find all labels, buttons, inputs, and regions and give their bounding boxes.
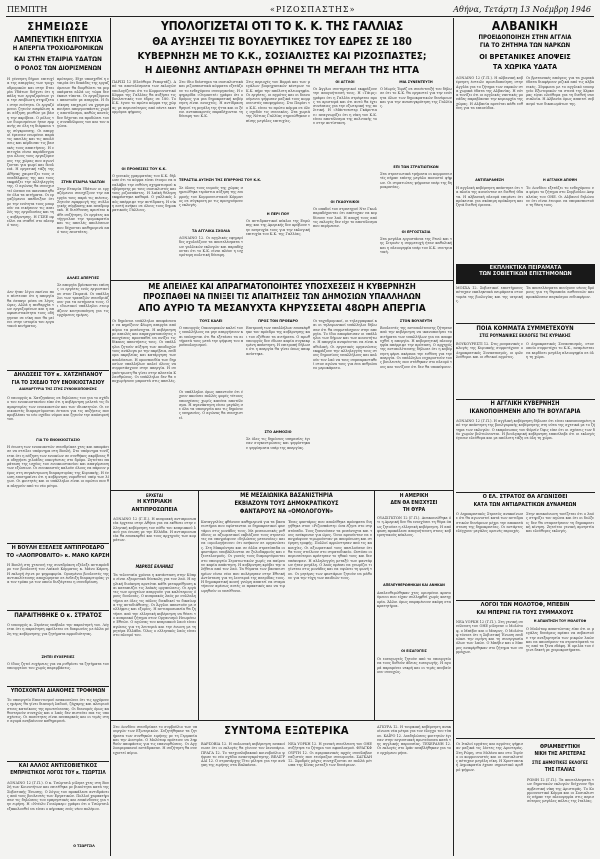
article-headline: ΕΚΒΙΑΖΟΥΝ ΤΟΥΣ ΔΗΜΟΚΡΑΤΙΚΟΥΣ (234, 501, 339, 507)
article-headline: ΑΝΤΙΠΡΟΣΩΠΕΙΑ (131, 507, 178, 513)
article-headline: ΣΤΙΣ ΔΗΜΟΤΙΚΕΣ ΕΚΛΟΓΕΣ (532, 760, 588, 765)
article-body: Οι βρετανικές απόψεις για τα χωρικά ύδατα διαφέρουν ριζικά από τις αλβανικές. Σύμφωνα με το αγγλικό υπουργείο Εξωτερικών τα στενά της Κέρκυρας είναι ελεύθερα για τη διεθνή ναυσιπλοΐα. Η Αλβανία όμως απαιτεί σεβασμό των δικαιωμάτων της. (526, 76, 594, 106)
subheading: ΟΙ ΠΡΟΘΕΣΕΙΣ ΤΟΥ Κ.Κ. (121, 166, 167, 171)
article-headline: ΤΟ «ΛΑΟΠΡΟΒΛΙΤΟ» κ. ΜΑΝΟ ΚΑΡΣΗ (6, 553, 110, 559)
subheading: ΟΙ ΓΚΑΟΥΛΙΚΟΙ (330, 199, 360, 204)
article-headline: ΠΟΙΑ ΚΟΜΜΑΤΑ ΣΥΜΜΕΤΕΧΟΥΝ (476, 325, 574, 332)
subheading: ΖΗΤΕΙ ΕΥΧΕΡΕΙΕΣ (41, 654, 75, 659)
article-headline: ΚΑΙ ΜΠΕΡΝΣ ΓΙΑ ΤΟΥΣ ΣΥΜΜΑΧΟΥΣ (476, 610, 574, 616)
banner-line: ΕΚΠΛΗΚΤΙΚΑ ΠΕΙΡΑΜΑΤΑ (489, 265, 562, 271)
article-body: Δεν ήταν λίγοι εκείνοι που πίστευαν ότι η απεργία θα έσπαγε μέσα σε λίγες ώρες. Αλλά η πειθαρχία των εργαζομένων και η αποφασιστικότητα τους οδήγησαν σε νίκη που θα μείνει στην ιστορία του εργατικού κινήματος. (7, 290, 54, 329)
subheading: ΣΤΗΝ ΕΤΑΙΡΙΑ ΥΔΑΤΩΝ (61, 179, 105, 184)
article-headline: ΦΑΝΤΑΡΟΥΣ ΝΑ «ΟΜΟΛΟΓΟΥΝ» (239, 509, 334, 515)
section-rule (111, 720, 453, 721)
article-body: Ο Μωρίς Τορέζ σε συνέντευξή του δήλωσε ότι το Κ.Κ. θα εργαστεί για την ενότητα όλων των δημοκρατικών δυνάμεων και για την ανασυγκρότηση της Γαλλίας. (380, 87, 452, 109)
article-body: Τα τελευταία χρόνια η κατάσταση στην Κύπρο είναι εξαιρετικά δύσκολη για τον λαό. Η αγγλική διοίκηση αρνείται κάθε μεταρρύθμιση και καταπιέζει τις λαϊκές οργανώσεις. Οι εργάτες των ορυχείων απεργούν για καλύτερους όρους δουλειάς. Ο κυπριακός λαός με συλλαλητήρια σε όλες τις πόλεις διεκδικεί το δικαίωμα της αυτοδιάθεσης. Οι Άγγλοι απαντούν με συλλήψεις και εξορίες. Η αντιπροσωπεία θα ζητήσει από την ελληνική κυβέρνηση να θέσει το κυπριακό ζήτημα στον Οργανισμό Ηνωμένων Εθνών. Ο αγώνας του κυπριακού λαού είναι αγώνας για τη λευτεριά και την ένωση με τη μητέρα Ελλάδα. Όλος ο ελληνικός λαός είναι στο πλευρό του. (113, 573, 196, 638)
banner-headline (456, 264, 595, 284)
subheading: ΑΛΛΕΣ ΑΠΕΡΓΙΕΣ (66, 275, 100, 280)
article-body: ΛΟΝΔΙΝΟ 12 (Γ.Π.). Η αλβανική κυβέρνηση έστειλε προειδοποίηση στην Αγγλία για το ζήτημα των ναρκών στα χωρικά ύδατα της Αλβανίας. Η νότα τονίζει ότι οι αγγλικές ναυτικές μονάδες παραβίασαν την κυριαρχία της χώρας. Η Αλβανία αρνείται κάθε ευθύνη για τα επεισόδια. (456, 76, 523, 111)
article-body: Ο υπουργός κ. Χατζηπάνος σε δηλώσεις του για το σχέδιο του ενοικιοστασίου είπε ότι η κυβέρνηση μελετά τις διαμαρτυρίες των ενοικιαστών και των ιδιοκτητών. Οι ενοικιαστές διαμαρτύρονται έντονα για τις αυξήσεις που προβλέπει το νέο σχέδιο νόμου και ζητούν την απόσυρσή του. (7, 396, 109, 422)
article-body: Το υπουργείο Επισιτισμού ανακοινώνει ότι τις ερχόμενες ημέρες θα γίνει διανομή λαδιού, ζάχαρης και αλευριού στους κατοίκους της πρωτεύουσας. Οι διανομές όμως καθυστερούν συνεχώς και ο λαός δεν πιστεύει πια τις υποσχέσεις. Οι ποσότητες είναι ανεπαρκείς και οι τιμές στην αγορά ανεβαίνουν καθημερινά. (7, 698, 109, 724)
article-headline: ΓΙΑ ΤΟ ΖΗΤΗΜΑ ΤΩΝ ΝΑΡΚΩΝ (479, 42, 571, 49)
article-headline: ΕΜΠΡΗΣΤΙΚΟΣ ΛΟΓΟΣ ΤΟΥ κ. ΤΣΩΡΤΣΙΛ (10, 771, 106, 776)
article-body: Στα μεγάλα εργοστάσια της Ρενώ και της Σιτροέν η συμμετοχή ήταν καθολική και η πλειοψηφία υπέρ του Κ.Κ. συντριπτική. (380, 237, 452, 254)
article-headline: ΔΗΛΩΣΕΙΣ ΤΟΥ κ. ΧΑΤΖΗΠΑΝΟΥ (13, 372, 103, 378)
article-headline: ΚΑΤΑ ΤΩΝ ΑΝΤΙΔΡΑΣΤΙΚΩΝ ΔΥΝΑΜΕΩΝ (473, 502, 577, 508)
subheading: ΓΙΑ ΤΟ ΕΝΟΙΚΙΟΣΤΑΣΙΟ (36, 437, 80, 442)
article-body: Στην Εταιρία Υδάτων οι εργαζόμενοι συνεχίζουν την απεργία τους παρά τις πιέσεις. Ζητούν εφαρμογή της συλλογικής σύμβασης και αναδρομικά. Η διεύθυνση αρνείται κάθε συζήτηση. Οι εργάτες κατήγγειλαν την τρομοκρατία και τις απειλές απολύσεων που δέχονται καθημερινά από τους επιστάτες. (57, 187, 109, 234)
note-heading: ΣΗΜΕΙΩΣΕ (27, 20, 89, 33)
section-rule (7, 610, 109, 611)
article-body: Βουλευτές της αντιπολίτευσης ζήτησαν από την κυβέρνηση να ικανοποιήσει τα αιτήματα των υπαλλήλων για να αποφευχθεί η απεργία. Η κυβερνητική πλειοψηφία απέρριψε την πρόταση. Ο αρχηγός της αντιπολίτευσης δήλωσε ότι η κυβέρνηση φέρει ακέραια την ευθύνη για την απεργία. Οι υπάλληλοι ευχαριστούν τους βουλευτές που στάθηκαν στο πλευρό τους και τονίζουν ότι δεν θα υποκύψουν. (380, 326, 452, 369)
section-headline: ΜΕ ΑΠΕΙΛΕΣ ΚΑΙ ΑΠΡΑΓΜΑΤΟΠΟΙΗΤΕΣ ΥΠΟΣΧΕΣΕΙΣ Η ΚΥΒΕΡΝΗΣΗ (148, 282, 416, 291)
section-rule (456, 323, 595, 324)
article-headline: Η ΑΜΕΡΙΚΗ (399, 493, 429, 499)
signature: Ο ΤΣΩΡΤΣΙΛ (73, 844, 95, 848)
article-headline: ΝΙΚΗ ΤΗΣ ΑΡΙΣΤΕΡΑΣ (534, 752, 586, 757)
section-rule (456, 399, 595, 400)
section-rule (456, 738, 595, 739)
article-body: ΛΟΝΔΙΝΟ 12 (Γ.Π.). Η κυπριακή αντιπροσωπεία έρχεται στην Αθήνα για να εκθέσει στην ελληνική κυβέρνηση τον πόθο του κυπριακού λαού για ένωση με την Ελλάδα. Η αντιπροσωπεία θα επισκεφθεί και τους αρχηγούς των κομμάτων. (113, 517, 196, 543)
article-headline: ΙΚΑΝΟΠΟΙΗΜΕΝΗ ΑΠΟ ΤΗ ΒΟΥΛΓΑΡΙΑ (469, 409, 581, 415)
article-headline: ΘΡΙΑΜΒΕΥΤΙΚΗ (540, 744, 580, 750)
article-headline: Η ΑΓΓΛΙΚΗ ΚΥΒΕΡΝΗΣΗ (490, 401, 560, 407)
article-body: Ο Δημοκρατικός Συνασπισμός, στον οποίο συμμετέχει το Κ.Κ., αναμένεται να κερδίσει μεγάλη πλειοψηφία σε όλη τη χώρα. (526, 342, 594, 359)
article-body: Οι Άγγλοι συντηρητικοί εκφράζουν την απογοήτευσή τους. Η «Τάιμς» γράφει ότι η Γαλλία στρέφεται προς τα αριστερά και ότι αυτό θα έχει συνέπειες για την εξωτερική της πολιτική. Η «Μάντσεστερ Γκάρντιαν» αναγνωρίζει ότι η νίκη του Κ.Κ. είναι αποτέλεσμα της πολιτικής του στην αντίσταση. (313, 87, 377, 126)
column-rule (374, 491, 375, 720)
article-body: Στην ανακοίνωση τονίζεται ότι ο λαός στηρίζει τον αγώνα και ότι οι διώξεις δεν θα σταματήσουν τη δημοκρατική κίνηση. Ζητείται γενική αμνηστία και ελεύθερες εκλογές. (526, 512, 594, 534)
subheading: ΟΙ ΑΓΓΛΟΙ (335, 79, 355, 84)
article-body: Οι αντιδραστικοί κύκλοι της Ευρώπης και της Αμερικής δεν κρύβουν την ανησυχία τους για την εκλογική επιτυχία του Κ.Κ. της Γαλλίας. (246, 219, 310, 236)
article-body: Οι Ιταλοί εργάτες και αγρότες ψήφισαν μαζικά τις λίστες της Αριστεράς. Στη Ρώμη, στο Μιλάνο και στο Τορίνο οι κομμουνιστές και οι σοσιαλιστές πέτυχαν μεγάλη νίκη. Η Χριστιανική Δημοκρατία έχασε σημαντικό αριθμό ψήφων. (456, 742, 523, 772)
article-body: Ο υπουργός κ. Στράτος υπέβαλε την παραίτησή του. Λέγεται ότι η παραίτηση οφείλεται σε διαφωνίες με άλλα μέλη της κυβέρνησης για ζητήματα αρμοδιότητας. (7, 623, 109, 636)
article-body: Σε απεργία βρίσκονται επίσης οι εργάτες ενός εργοστασίου στον Πειραιά. Οι υπάλληλοι των τραπεζών συνεδριάζουν για τα αιτήματα τους. Οι ιδιωτικοί υπάλληλοι ετοιμάζουν κινητοποίηση για τις ερχόμενες ημέρες. (57, 283, 109, 318)
article-headline: ΤΗ ΘΥΡΑ (402, 507, 426, 513)
article-body: πρότερες. Είχε υποσχεθεί η εταιρία ότι δεκάδες της εργαζόμενων θα διορθώσει τα μεροκάματα αλλά ως τώρα δεν έκανε τίποτα. Οι εργαζόμενοι απαντούν με απεργία. Η διοίκηση επιχειρεί να χρησιμοποιήσει απεργοσπάστες χωρίς αποτέλεσμα, καθώς κανείς δεν δέχεται να προδώσει τους συναδέλφους του και τον αγώνα. (57, 77, 109, 129)
column-rule (110, 18, 111, 856)
subheading: ΕΠΙ ΤΩΝ ΣΤΡΑΤΙΩΤΙΚΩΝ (393, 164, 439, 169)
article-body: Ο Δημοκρατικός Στρατός ανακοίνωσε ότι θα αγωνιστεί κατά των αντιδραστικών δυνάμεων μέχρι την αποκατάσταση της δημοκρατίας. Οι αντάρτες ελέγχουν μεγάλες ορεινές περιοχές. (456, 512, 523, 534)
section-rule (111, 490, 453, 491)
section-rule (456, 492, 595, 493)
section-rule (7, 761, 109, 762)
article-body: Απελευθερώθηκαν χτες ορισμένοι κρατούμενοι που είχαν συλληφθεί χωρίς κατηγορία. Άλλοι όμως παραμένουν ακόμη στα κρατητήρια. (377, 591, 451, 608)
subheading: ΠΡΟΣ ΤΟΝ ΠΡΟΕΔΡΟ (258, 318, 298, 323)
article-body: ΛΟΝΔΙΝΟ 12. Οι αγγλικές εφημερίδες σχολιάζουν τα αποτελέσματα των γαλλικών εκλογών και παραδέχονται ότι το Κ.Κ. είναι πλέον η ισχυρότερη πολιτική δύναμη. (179, 236, 243, 258)
article-body: ΡΩΜΗ 12 (Γ.Π.). Τα αποτελέσματα των δημοτικών εκλογών δείχνουν θριαμβευτική νίκη της Αριστεράς. Το Κομμουνιστικό Κόμμα και οι Σοσιαλιστές πήραν την πλειοψηφία στις περισσότερες μεγάλες πόλεις της Ιταλίας. (527, 778, 594, 804)
article-body: ΜΟΣΧΑ 12. Σοβιετικοί επιστήμονες πέτυχαν εκπληκτικά πειράματα στον τομέα της βιολογίας και της ιατρικής. (456, 286, 523, 303)
masthead-rule (6, 16, 594, 17)
article-headline: ΕΡΧΕΤΑΙ (146, 493, 163, 498)
article-headline: ΛΑΜΠΕΥΤΙΚΗ ΕΠΙΤΥΧΙΑ (14, 35, 102, 44)
section-rule (7, 370, 109, 371)
article-headline: Η ΒΟΥΛΗ ΕΞΕΛΕΞΕ ΑΝΤΙΠΡΟΕΔΡΟ (11, 545, 105, 551)
article-body: Στα στρατιωτικά τμήματα οι κομμουνιστές πήραν επίσης μεγάλο ποσοστό ψήφων. Οι στρατιώτες ψήφισαν υπέρ της δημοκρατίας. (380, 172, 452, 189)
subheading: ΟΙ ΕΡΓΟΣΤΑΣΙΑ (401, 229, 431, 234)
article-headline: Ο ΡΟΛΟΣ ΤΩΝ ΔΙΟΡΙΣΜΕΝΩΝ (14, 65, 102, 72)
article-headline: ΚΑΙ ΑΛΛΟΣ ΑΝΤΙΣΟΒΙΕΤΙΚΟΣ (18, 763, 98, 769)
banner-line: ΤΩΝ ΣΟΒΙΕΤΙΚΩΝ ΕΠΙΣΤΗΜΟΝΩΝ (479, 270, 572, 277)
article-body: ΛΟΝΔΙΝΟ 12 (Γ.Π.). Η αγγλική κυβέρνηση δήλωσε ότι είναι ικανοποιημένη από την απάντηση της βουλγαρικής κυβέρνησης στη νότα της σχετικά με το ζήτημα των εκλογών. Ο εκπρόσωπος του Φόρεϊν Όφις είπε ότι οι σχέσεις των δύο χωρών βελτιώνονται. Η βουλγαρική κυβέρνηση επανέλαβε ότι οι εκλογές έγιναν ελεύθερα και με απόλυτη τάξη σε όλη τη χώρα. (456, 419, 595, 441)
article-body: Ο Μολότοφ απαντώντας είπε ότι οι μεγάλες δυνάμεις πρέπει να σεβαστούν την ανεξαρτησία των μικρών λαών και να αποσύρουν τα στρατεύματά τους από τα ξένα εδάφη. Η ομιλία του έγινε δεκτή με χειροκροτήματα. (526, 627, 594, 653)
article-headline: ΤΗΣ ΙΤΑΛΙΑΣ (544, 768, 576, 773)
section-title: ΣΥΝΤΟΜΑ ΕΞΩΤΕΡΙΚΑ (224, 724, 349, 737)
main-headline: ΚΥΒΕΡΝΗΣΗ ΜΕ ΤΟ Κ.Κ., ΣΟΣΙΑΛΙΣΤΕΣ ΚΑΙ ΡΙΖΟΣΠΑΣΤΕΣ; (137, 51, 427, 62)
masthead-left: ΠΕΜΠΤΗ (7, 5, 48, 14)
section-rule (7, 543, 109, 544)
article-heading: ΑΛΒΑΝΙΚΗ (491, 19, 559, 33)
article-body: Το Λονδίνο εξετάζει το ενδεχόμενο να φέρει το ζήτημα στο Συμβούλιο Ασφαλείας του ΟΗΕ. Οι Αλβανοί δηλώνουν ότι είναι έτοιμοι να υπερασπιστούν τη θέση τους. (526, 186, 594, 208)
article-body: ΝΕΑ ΥΟΡΚΗ 12 (Γ.Π.). Στη γενική συνέλευση του ΟΗΕ μίλησαν ο Μολότοφ, ο Μπέβιν και ο Μπερνς. Ο Μολότοφ τόνισε ότι η Σοβιετική Ένωση επιδιώκει την ειρήνη και τη συνεργασία όλων των λαών. Ο Μπέβιν και ο Μπερνς αναφέρθηκαν στο ζήτημα των συμμάχων. (456, 620, 523, 655)
article-headline: ΠΑΡΑΙΤΗΘΗΚΕ Ο κ. ΣΤΡΑΤΟΣ (14, 612, 102, 619)
section-headline: ΠΡΟΣΠΑΘΕΙ ΝΑ ΠΝΙΞΕΙ ΤΙΣ ΑΠΑΙΤΗΣΕΙΣ ΤΩΝ ΔΗΜΟΣΙΩΝ ΥΠΑΛΛΗΛΩΝ (143, 292, 421, 301)
main-headline: ΥΠΟΛΟΓΙΖΕΤΑΙ ΟΤΙ ΤΟ Κ. Κ. ΤΗΣ ΓΑΛΛΙΑΣ (160, 19, 404, 33)
article-headline: ΚΑΙ ΣΤΗΝ ΕΤΑΙΡΙΑ ΥΔΑΤΩΝ (14, 55, 102, 63)
masthead-title: «ΡΙΖΟΣΠΑΣΤΗΣ» (270, 5, 356, 14)
subheading: ΜΙΑ ΣΥΝΕΝΤΕΥΞΗ (399, 79, 433, 84)
article-body: Οι εισαγωγείς ζητούν από το υπουργείο να τους δοθούν άδειες εισαγωγής. Η αγορά παραμένει νεκρή και οι τιμές ανεβαίνουν συνεχώς. (377, 657, 451, 674)
article-body: Οι δημόσιοι υπάλληλοι αποφάσισαν να κηρύξουν 48ωρη απεργία από αύριο τα μεσάνυχτα. Η κυβέρνηση με απειλές και απραγματοποίητες υποσχέσεις προσπαθεί να πνίξει τις δίκαιες απαιτήσεις τους. Οι υπάλληλοι ζητούν αύξηση των αποδοχών τους ανάλογα με την ακρίβεια, επίδομα ακριβείας και κατάργηση των απολύσεων. Η ομοσπονδία των δημοσίων υπαλλήλων καλεί όλους να συμμετάσχουν στην απεργία. Η συγκέντρωση θα γίνει στην πλατεία Κλαυθμώνος. Οι υπάλληλοι δεν θα υποχωρήσουν μπροστά στις απειλές. (112, 319, 176, 384)
article-body: ΛΟΝΔΙΝΟ 12 (Γ.Π.). Ο κ. Τσώρτσιλ μίλησε χτες στη Βουλή των Κοινοτήτων και επιτέθηκε με βιαιότητα κατά της Σοβιετικής Ένωσης. Ο λόγος του προκάλεσε αντιδράσεις από τους βουλευτές των Εργατικών. Πολλοί χαρακτήρισαν τις δηλώσεις του εμπρηστικές και επικίνδυνες για την ειρήνη. Η «Ντέιλυ Γουώρκερ» γράφει ότι ο Τσώρτσιλ εξακολουθεί να είναι ο κήρυκας ενός νέου πολέμου. (7, 781, 109, 811)
section-rule (7, 686, 109, 687)
article-body: Στο Λονδίνο συνεδρίασε το συμβούλιο των υπουργών των Εξωτερικών. Συζητήθηκαν τα ζητήματα των συνθηκών ειρήνης με τη Γερμανία και την Αυστρία. Ο Μολότοφ πρότεινε να ληφθούν αποφάσεις για τις επανορθώσεις. Οι Αγγλοαμερικανοί αντέδρασαν. Η συζήτηση θα συνεχιστεί αύριο. (113, 725, 197, 755)
article-body: Η αγγλική κυβέρνηση απάντησε ότι τα πλοία της κινούνταν σε διεθνή ύδατα. Η αλβανική πλευρά επιμένει ότι πρόκειται για σκόπιμη πρόκληση και ζητά διεθνή έρευνα. (456, 186, 523, 208)
subheading: ΤΟΥΣ ΚΑΛΕΙ (199, 318, 223, 323)
article-body: Σε όλες τις δημόσιες υπηρεσίες έγιναν συγκεντρώσεις και ψηφίστηκαν ψηφίσματα υπέρ της απεργίας. (246, 437, 310, 450)
article-headline: ΟΙ ΒΡΕΤΑΝΙΚΕΣ ΑΠΟΨΕΙΣ (479, 52, 571, 61)
section-rule (111, 280, 453, 281)
article-headline: ΠΡΟΕΙΔΟΠΟΙΗΣΗ ΣΤΗΝ ΑΓΓΛΙΑ (478, 34, 572, 41)
subheading: ΣΤΟΝ ΒΟΥΛΕΥΤΗ (399, 318, 433, 323)
article-body: Σε όλους τους νομούς της χώρας σημειώθηκε τεράστια αύξηση της επιρροής του Κομμουνιστικού Κόμματος σε σύγκριση με τις προηγούμενες εκλογές. (179, 186, 243, 208)
article-headline: ΔΕΝ ΘΑ ΕΝΙΣΧΥΣΕΙ (390, 500, 438, 506)
article-body: Στις περιοχές του Βορρά και των μεγάλων βιομηχανικών κέντρων το Κ.Κ. πήρε την απόλυτη πλειοψηφία. Οι εργάτες, οι αγρότες και οι διανοούμενοι ψήφισαν μαζικά τους κομμουνιστές υποψηφίους. Στο Παρίσι το Κ.Κ. είναι το πρώτο κόμμα σε όλες σχεδόν τις συνοικίες. Στα χωριά της Νότιας Γαλλίας σημειώθηκαν επίσης μεγάλες επιτυχίες. (246, 80, 310, 123)
article-headline: Η ΚΥΠΡΙΑΚΗ (137, 499, 172, 505)
article-body: ΒΑΡΣΟΒΙΑ 12. Η πολωνική κυβέρνηση ανακοίνωσε ότι οι εκλογές θα γίνουν τον Ιανουάριο. ΠΡΑΓΑ 12. Το τσεχοσλοβακικό κοινοβούλιο ψήφισε το νέο σχέδιο ανασυγκρότησης. ΒΕΛΙΓΡΑΔΙ 12. Ο στρατάρχης Τίτο μίλησε για την ανάγκη της ειρήνης στα Βαλκάνια. (201, 742, 285, 768)
article-body: Οι οπαδοί του στρατηγού Ντε Γκωλ παραδέχονται ότι απέτυχαν να κερδίσουν τον λαό. Η αποχή τους από τις εκλογές δεν είχε το αποτέλεσμα που περίμεναν. (313, 207, 377, 229)
subheading: ΤΑ ΑΓΓΛΙΚΑ ΣΧΟΛΙΑ (192, 228, 230, 233)
main-headline: ΘΑ ΑΥΞΗΣΕΙ ΤΙΣ ΒΟΥΛΕΥΤΙΚΕΣ ΤΟΥ ΕΔΡΕΣ ΣΕ 180 (152, 36, 412, 48)
article-body: ΠΑΡΙΣΙ 12 (Ελεύθερο Ρεπορτάζ). Από τα αποτελέσματα των εκλογών υπολογίζεται ότι το Κομμουνιστικό Κόμμα της Γαλλίας θα αυξήσει τις βουλευτικές του έδρες σε 180. Το Κ.Κ. έγινε το πρώτο κόμμα της χώρας με περισσότερες από πέντε εκατομμύρια ψήφους. (112, 80, 176, 115)
subheading: Η ΑΠΑΝΤΗΣΗ ΤΟΥ ΜΟΛΟΤΟΦ (533, 619, 587, 623)
main-headline: Η ΔΙΕΘΝΗΣ ΑΝΤΙΔΡΑΣΗ ΘΡΗΝΕΙ ΤΗ ΜΕΓΑΛΗ ΤΗΣ ΗΤΤΑ (144, 65, 420, 76)
article-body: Ο γενικός γραμματέας του Κ.Κ. δήλωσε ότι το κόμμα είναι έτοιμο να αναλάβει την ευθύνη σχηματισμού κυβέρνησης με τους σοσιαλιστές και τους ριζοσπάστες. Η λαϊκή θέληση εκφράστηκε καθαρά. Ο γαλλικός λαός απέρριψε την αντίδραση. Η νίκη αυτή ανήκει σε όλους τους δημοκρατικούς Γάλλους. (112, 174, 176, 213)
subheading: ΣΤΟ ΔΗΜΟΣΙΟ (264, 429, 292, 434)
article-headline: ΥΠΟΣΧΟΝΤΑΙ ΔΙΑΝΟΜΕΣ ΤΡΟΦΙΜΩΝ (10, 688, 106, 694)
column-rule (198, 491, 199, 720)
subheading: ΤΕΡΑΣΤΙΑ ΑΥΞΗΣΗ ΤΗΣ ΕΠΙΡΡΟΗΣ ΤΟΥ Κ.Κ. (179, 177, 262, 182)
article-headline: ΓΙΑ ΤΟ ΣΧΕΔΙΟ ΤΟΥ ΕΝΟΙΚΙΟΣΤΑΣΙΟΥ (11, 380, 105, 386)
section-rule (456, 600, 595, 601)
byline: ΜΑΡΚΟΣ ΕΛΛΗΝΑΣ (135, 564, 174, 569)
article-body: Ένας φαντάρος που απολύθηκε πρόσφατα διηγήθηκε στον «Ριζοσπάστη» όσα έζησε στο στρατόπεδο. Τους ξυπνούσαν τα μεσάνυχτα και τους ανέκριναν για ώρες. Όσοι αρνούνταν να υπογράψουν τιμωρούνταν με απομόνωση και στέρηση τροφής. Πολλοί αρρώστησαν από τις κακουχίες. Οι αξιωματικοί τους απειλούσαν ότι θα τους στείλουν στο στρατοδικείο. Ωστόσο οι περισσότεροι κράτησαν το ηθικό τους και δεν υπέκυψαν. Η αλληλεγγύη μεταξύ των φαντάρων ήταν μεγάλη. Ο λαός πρέπει να γνωρίζει τι γίνεται στις μονάδες και να υψώσει τη φωνή του. Οι μητέρες των φαντάρων ζητούν να μάθουν για την τύχη των παιδιών τους. (288, 520, 372, 580)
section-headline: ΑΠΟ ΑΥΡΙΟ ΤΑ ΜΕΣΑΝΥΧΤΑ ΚΗΡΥΣΣΕΤΑΙ 48ΩΡΗ ΑΠΕΡΓΙΑ (138, 303, 426, 314)
article-body: ΒΟΥΚΟΥΡΕΣΤΙ 12. Στις ρουμανικές εκλογές της Κυριακής συμμετέχουν ο Δημοκρατικός Συνασπισμός, οι φιλελεύθεροι και οι εθνικοί αγρότες. (456, 342, 523, 359)
article-headline: ΣΤΙΣ ΡΟΥΜΑΝΙΚΕΣ ΕΚΛΟΓΕΣ ΤΗΣ ΚΥΡΙΑΚΗΣ (479, 333, 571, 338)
article-body: ΝΕΑ ΥΟΡΚΗ 12. Η γενική συνέλευση του ΟΗΕ συζήτησε το ζήτημα του αφοπλισμού. ΦΡΑΓΚΦΟΥΡΤΗ 12. Οι αμερικανικές αρχές συνέλαβαν ναζιστές που ετοίμαζαν συνωμοσία. ΣΑΓΚΑΗ 12. Σφοδρές μάχες συνεχίζονται σε πολλά μέτωπα της Κίνας μεταξύ των δυνάμεων. (288, 742, 372, 768)
subheading: ΟΙ ΕΙΣΑΓΟΓΕΙΣ (401, 649, 427, 653)
masthead-date: Αθήνα, Τετάρτη 13 Νοέμβρη 1946 (453, 5, 591, 14)
subheading: ΑΝΤΙΠΑΡΑΘΕΣΗ (475, 178, 504, 182)
article-body: Τα αποτελέσματα ανοίγουν νέους δρόμους για τη θεραπεία ασθενειών και προκάλεσαν παγκόσμιο ενδιαφέρον. (526, 286, 594, 299)
article-body: Οι ταχυδρομικοί, οι τηλεγραφικοί και οι τηλεφωνικοί υπάλληλοι δήλωσαν ότι θα συμμετάσχουν στην απεργία. Το ίδιο αποφάσισαν οι υπάλληλοι των δήμων και των κοινοτήτων. Η απεργία αναμένεται να είναι καθολική. Οι εργατικές οργανώσεις εκφράζουν την αλληλεγγύη τους στους δημοσίους υπαλλήλους και καλούν τον λαό να τους συμπαρασταθεί στον αγώνα τους για ένα ανθρώπινο μεροκάματο. (313, 319, 377, 371)
article-headline: Η ΑΠΕΡΓΙΑ ΤΡΟΧΙΟΔΡΟΜΙΚΩΝ (12, 45, 104, 52)
article-body: Η γέννηση δήμου επιτυχία της απεργίας των τροχιοδρομικών και στην Εταιρία Υδάτων δείχνει ότι η πάλη των εργαζομένων για την επιβίωση στηρίζεται στην ενότητα. Οι εργαζόμενοι ζητούν ασφάλιση και αύξηση μισθών με βάση την ακρίβεια. Ο ρόλος των διορισμένων ήταν εμφανής σε όλη τη διάρκεια της σύγκρουσης. Οι απεργοί έμειναν ενωμένοι παρά τις απειλές και τις απολύσεις και κέρδισαν τις βασικές τους απαιτήσεις. Η επιτυχία είναι παράδειγμα για όλους τους εργαζόμενους της χώρας που αγωνίζονται για ψωμί και δουλειά. Η εργατική τάξη της Αθήνας χαιρετίζει τους συναδέλφους της και τους εκφράζει την αλληλεγγύη της. Ο αγώνας θα συνεχιστεί ώσπου να ικανοποιηθούν όλα τα αιτήματα. Οι εργαζόμενοι απέδειξαν ότι με την ενότητα τους μπορούν να νικήσουν τις απειλές της εργοδοσίας και της κυβέρνησης. Η ΓΣΕΕ οφείλει να σταθεί στο πλευρό τους. (7, 77, 54, 228)
article-body: ΑΓΚΥΡΑ 12. Η τουρκική κυβέρνηση ανακοίνωσε νέα μέτρα για τον έλεγχο του τύπου. ΚΑΪΡΟ 12. Διαδηλώσεις φοιτητών έγιναν στην αιγυπτιακή πρωτεύουσα κατά της αγγλικής παρουσίας. ΤΕΧΕΡΑΝΗ 12. Οι εκλογές στο Ιράν αναβλήθηκαν για τον ερχόμενο μήνα. (377, 725, 451, 755)
subheading: Η ΠΕΡΙ ΠΟΥ (266, 211, 290, 216)
article-headline: ΤΑ ΧΩΡΙΚΑ ΥΔΑΤΑ (493, 63, 557, 71)
article-body: Η ένωση των ενοικιαστών συνεδρίασε χτες και αποφάσισε να στείλει υπόμνημα στη Βουλή. Στο υπόμνημα τονίζεται ότι η αύξηση των ενοικίων σε συνθήκες ακρίβειας θα οδηγήσει χιλιάδες οικογένειες στο δρόμο. Ζητείται παράταση της ισχύος του ενοικιοστασίου και απαγόρευση των εξώσεων. Οι ενοικιαστές καλούν όλους να πάρουν μέρος στη συγκέντρωση διαμαρτυρίας της Κυριακής. Η ένωση επισημαίνει ότι η κυβέρνηση νομοθετεί υπέρ των λίγων. Οι φοιτητές και οι υπάλληλοι είναι οι πρώτοι που θα πληγούν από το νέο μέτρο. (7, 445, 109, 488)
article-body: ΟΥΑΣΙΓΚΤΩΝ 12 (Γ.Π.). Ανακοινώθηκε ότι η Αμερική δεν θα ενισχύσει τη θύρα όπως ζητούσε η ελληνική κυβέρνηση. Η απόφαση προκάλεσε απογοήτευση στους κυβερνητικούς κύκλους. (377, 516, 451, 538)
article-body: Η Βουλή στη χτεσινή της συνεδρίαση εξέλεξε αντιπρόεδρο τον βουλευτή του Λαϊκού Κόμματος κ. Μάνο Κάρση. Η εκλογή έγινε με ψηφοφορία. Ορισμένοι βουλευτές της αντιπολίτευσης αποχώρησαν σε ένδειξη διαμαρτυρίας για τον τρόπο με τον οποίο διεξάγεται η συνεδρίαση. (7, 563, 109, 585)
article-body: Ο ίδιος ζητεί ευχέρειες για να ρυθμίσει τα ζητήματα του υπουργείου του χωρίς παρεμβάσεις. (7, 662, 109, 671)
article-headline: ΜΕ ΜΕΣΑΙΩΝΙΚΑ ΒΑΣΑΝΙΣΤΗΡΙΑ (240, 493, 333, 499)
article-body: Οι υπάλληλοι όμως απαντούν ότι έχουν ακούσει πολλές φορές τέτοιες υποσχέσεις χωρίς κανένα αποτέλεσμα. Η αγανάκτηση είναι μεγάλη σε όλα τα υπουργεία και τις δημόσιες υπηρεσίες. Ο αγώνας θα συνεχιστεί. (179, 390, 243, 420)
column-rule (453, 18, 454, 856)
article-body: Καταγγελίες φθάνουν καθημερινά για τα βασανιστήρια που υφίστανται οι δημοκρατικοί φαντάροι στις μονάδες τους. Με μεσαιωνικές μεθόδους οι αξιωματικοί εκβιάζουν τους στρατιώτες να υπογράψουν «δηλώσεις μετανοίας» και να «ομολογήσουν» ότι ανήκουν σε οργανώσεις. Στη Μακρόνησο και σε άλλα στρατόπεδα οι φαντάροι υποβάλλονται σε ξυλοδαρμούς και εξευτελισμούς. Οι γονείς τους διαμαρτύρονται στο υπουργείο Στρατιωτικών χωρίς να παίρνουν καμία απάντηση. Η κυβέρνηση κρύβει την αλήθεια από τον λαό. Τα θύματα των βασανιστηρίων είναι νέοι που πολέμησαν στην Εθνική Αντίσταση για τη λευτεριά της πατρίδας τους. Η δημοκρατική κοινή γνώμη απαιτεί να σταματήσουν αμέσως αυτές οι πρακτικές και να τιμωρηθούν οι υπεύθυνοι. (201, 520, 285, 593)
article-body: Στο ίδιο διάστημα τα σοσιαλιστικά και ριζοσπαστικά κόμματα εξετάζουν το ενδεχόμενο συνεργασίας. Η εφημερίδα «Ουμανιτέ» γράφει ότι ο δρόμος για μια δημοκρατική κυβέρνηση είναι ανοιχτός. Η αντίδραση θρηνεί τη μεγάλη της ήττα και οι ξένοι ανταποκριτές παραδέχονται τη δύναμη του Κ.Κ. (179, 80, 243, 119)
subheading: ΑΠΕΛΕΥΘΕΡΩΘΗΚΑΝ ΚΑΙ ΑΝΗΚΑΝ (383, 583, 445, 587)
subheading: Η ΑΓΓΛΙΚΗ ΑΠΟΨΗ (543, 178, 577, 182)
article-headline: Ο ΕΛ. ΣΤΡΑΤΟΣ ΘΑ ΑΓΩΝΙΣΘΕΙ (482, 494, 568, 500)
article-body: Επιτροπή των υπαλλήλων επισκέφθηκε τον πρόεδρο της κυβέρνησης και του εξέθεσε τα αιτήματα. Ο πρωθυπουργός δεν έδωσε καμία συγκεκριμένη απάντηση. Η επιτροπή δήλωσε ότι η απεργία θα γίνει όπως αποφασίστηκε. (246, 326, 310, 356)
article-body: Ο υπουργός Οικονομικών καλεί τους υπαλλήλους να μην απεργήσουν και υπόσχεται ότι θα εξετάσει τα αιτήματά τους μετά την ψήφιση του προϋπολογισμού. (179, 326, 243, 348)
article-headline: ΛΟΓΟΙ ΤΩΝ ΜΟΛΟΤΟΦ, ΜΠΕΒΙΝ (480, 602, 570, 608)
article-headline: ΔΙΑΜΑΡΤΥΡΙΑ ΤΗΣ ΣΤΗΣ ΣΥΝΟΙΚΟΠΟΙΗΣΗΣ (19, 387, 97, 391)
